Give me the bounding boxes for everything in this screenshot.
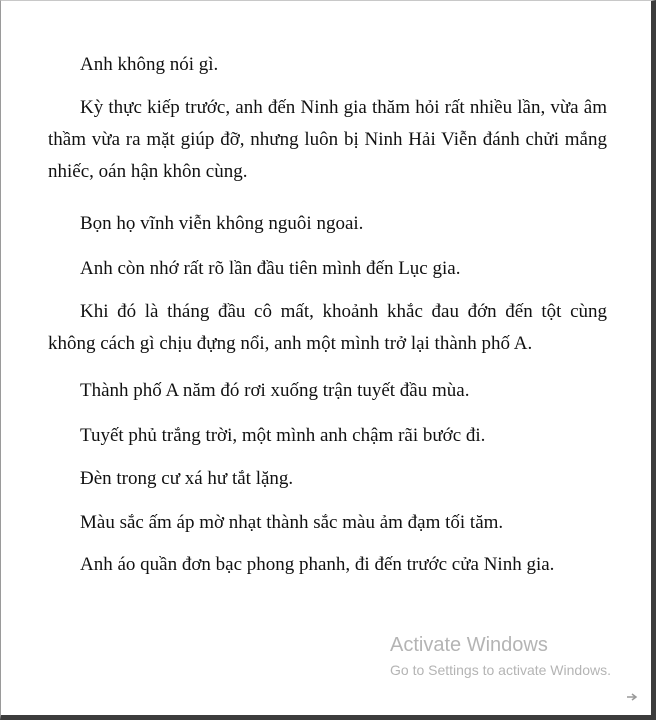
paragraph: Bọn họ vĩnh viễn không nguôi ngoai. (80, 213, 364, 234)
paragraph: Anh còn nhớ rất rõ lần đầu tiên mình đến Lục gia. (80, 258, 461, 279)
activation-watermark-title: Activate Windows (390, 634, 548, 656)
paragraph: Thành phố A năm đó rơi xuống trận tuyết đầu mùa. (80, 380, 470, 401)
paragraph: Màu sắc ấm áp mờ nhạt thành sắc màu ảm đạm tối tăm. (80, 512, 504, 533)
paragraph: Anh không nói gì. (80, 54, 219, 75)
paragraph: Kỳ thực kiếp trước, anh đến Ninh gia thăm hỏi rất nhiều lần, vừa âm thầm vừa ra mặt giúp đỡ, nhưng luôn bị Ninh Hải Viễn đánh chửi mắng nhiếc, oán hận khôn cùng. (48, 97, 607, 182)
activation-watermark-subtitle: Go to Settings to activate Windows. (390, 662, 611, 678)
paragraph: Anh áo quần đơn bạc phong phanh, đi đến trước cửa Ninh gia. (80, 554, 555, 575)
paragraph: Đèn trong cư xá hư tắt lặng. (80, 468, 294, 489)
paragraph: Tuyết phủ trắng trời, một mình anh chậm rãi bước đi. (80, 425, 486, 446)
scroll-arrow-icon (626, 692, 640, 702)
paragraph: Khi đó là tháng đầu cô mất, khoảnh khắc đau đớn đến tột cùng không cách gì chịu đựng nổi, anh một mình trở lại thành phố A. (48, 301, 607, 354)
